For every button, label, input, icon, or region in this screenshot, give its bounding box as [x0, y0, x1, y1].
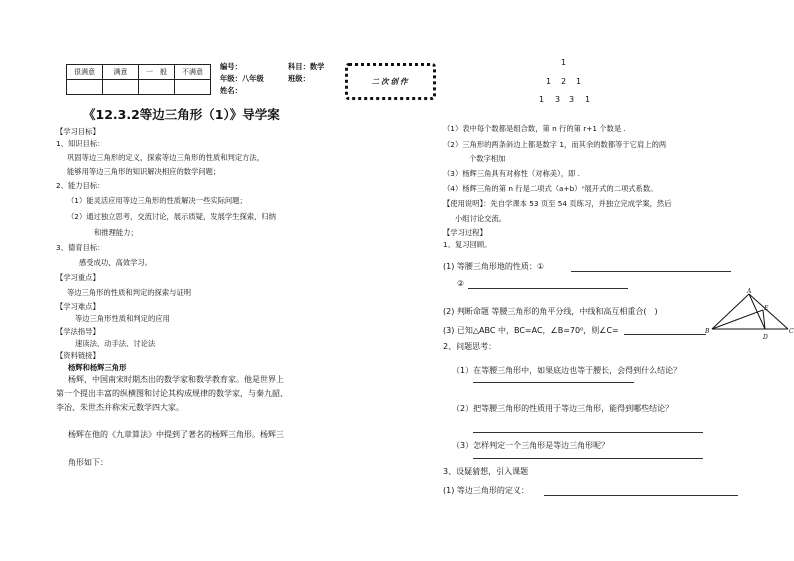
class-label: 班级： [288, 74, 310, 83]
thinking-q2: （2）把等腰三角形的性质用于等边三角形，能得到哪些结论？ [452, 404, 674, 413]
segment-be [712, 310, 763, 329]
pascal-row-3-num: 3 [555, 95, 561, 104]
name-label: 姓名： [220, 86, 242, 95]
section-methods: 【学法指导】 [56, 327, 100, 336]
answer-line[interactable] [624, 334, 706, 335]
label-c: C [789, 328, 794, 335]
rating-very-satisfied[interactable]: 很满意 [67, 65, 103, 80]
side-ac [749, 294, 788, 329]
pascal-row-3-num: 1 [585, 95, 591, 104]
label-b: B [705, 328, 710, 335]
rating-unsatisfied[interactable]: 不满意 [175, 65, 211, 80]
thinking-q1: （1）在等腰三角形中，如果底边也等于腰长，会得到什么结论？ [452, 366, 682, 375]
goal-moral: 3、德育目标： [56, 243, 105, 252]
side-ab [712, 294, 749, 329]
property-1: （1）表中每个数都是组合数，第 n 行的第 r+1 个数是 . [443, 124, 626, 133]
review-q2: (2) 判断命题 等腰三角形的角平分线，中线和高互相重合( ) [443, 307, 658, 316]
rating-satisfied[interactable]: 满意 [103, 65, 139, 80]
label-d: D [763, 334, 768, 341]
answer-line[interactable] [544, 495, 738, 496]
review-q1: (1) 等腰三角形地的性质：① [443, 262, 545, 271]
goal-ability-text: （2）通过独立思考，交流讨论，展示质疑，发展学生探索，归纳 [67, 212, 276, 221]
subject-label: 科目：数学 [288, 62, 325, 71]
thinking-heading: 2、问题思考： [443, 342, 497, 351]
stamp-text: 二次创作 [371, 77, 410, 86]
goal-ability-text: （1）能灵活应用等边三角形的性质解决一些实际问题； [67, 196, 247, 205]
section-goals: 【学习目标】 [56, 127, 100, 136]
segment-ad [749, 294, 765, 329]
section-key-points: 【学习重点】 [56, 273, 100, 282]
answer-line[interactable] [473, 382, 634, 383]
goal-knowledge-text: 巩固等边三角形的定义，探索等边三角形的性质和判定方法， [67, 153, 265, 162]
materials-text: 杨辉，中国南宋时期杰出的数学家和数学教育家。他是世界上 [68, 375, 284, 384]
rating-average[interactable]: 一 般 [139, 65, 175, 80]
section-process: 【学习过程】 [443, 228, 487, 237]
materials-text: 第一个提出丰富的纵横图和讨论其构成规律的数学家，与秦九韶、 [56, 389, 288, 398]
pascal-row-3-num: 3 [569, 95, 575, 104]
usage-note-cont: 小组讨论交流。 [455, 214, 507, 223]
stamp-box [345, 63, 436, 100]
rating-cell[interactable] [67, 80, 103, 95]
rating-cell[interactable] [175, 80, 211, 95]
answer-line[interactable] [468, 288, 628, 289]
answer-line[interactable] [473, 432, 703, 433]
goal-moral-text: 感受成功，高效学习。 [79, 258, 152, 267]
rating-cell[interactable] [139, 80, 175, 95]
property-2: （2）三角形的两条斜边上都是数字 1，而其余的数都等于它肩上的两 [443, 140, 667, 149]
difficulties-text: 等边三角形性质和判定的应用 [75, 314, 170, 323]
property-3: （3）杨辉三角具有对称性（对称美），即 . [443, 169, 580, 178]
conjecture-heading: 3、设疑猜想，引入课题 [443, 467, 529, 476]
materials-text: 杨辉在他的《九章算法》中提到了著名的杨辉三角形。杨辉三 [68, 430, 284, 439]
pascal-row-2-num: 1 [576, 77, 582, 86]
pascal-row-1: 1 [561, 58, 567, 67]
review-heading: 1、复习回顾。 [443, 240, 492, 249]
grade-label: 年级：八年级 [220, 74, 264, 83]
label-a: A [747, 288, 752, 295]
page-title: 《12.3.2等边三角形（1）》导学案 [83, 107, 280, 122]
materials-text: 角形如下： [68, 458, 108, 467]
usage-note: 【使用说明】：先自学课本 53 页至 54 页练习，并独立完成学案，然后 [443, 199, 672, 208]
property-2-cont: 个数字相加 [469, 154, 506, 163]
section-difficulties: 【学习难点】 [56, 302, 100, 311]
definition-q: (1) 等边三角形的定义： [443, 486, 529, 495]
rating-table [66, 64, 211, 95]
review-q1-b: ② [457, 279, 465, 288]
pascal-row-3-num: 1 [539, 95, 545, 104]
triangle-figure [700, 286, 794, 344]
number-label: 编号： [220, 62, 242, 71]
methods-text: 速读法、动手法、讨论法 [75, 339, 156, 348]
materials-title: 杨辉和杨辉三角形 [68, 363, 127, 372]
pascal-row-2-num: 1 [546, 77, 552, 86]
goal-ability: 2、能力目标： [56, 181, 105, 190]
section-materials: 【资料链接】 [56, 351, 100, 360]
answer-line[interactable] [473, 458, 703, 459]
pascal-row-2-num: 2 [561, 77, 567, 86]
goal-knowledge-text: 能够用等边三角形的知识解决相应的数学问题； [67, 167, 221, 176]
rating-cell[interactable] [103, 80, 139, 95]
thinking-q3: （3）怎样判定一个三角形是等边三角形呢？ [452, 441, 610, 450]
materials-text: 李冶、朱世杰并称宋元数学四大家。 [56, 403, 184, 412]
key-points-text: 等边三角形的性质和判定的探索与证明 [67, 288, 192, 297]
goal-knowledge: 1、知识目标： [56, 139, 105, 148]
label-e: E [764, 305, 769, 312]
goal-ability-text: 和推理能力； [94, 228, 138, 237]
answer-line[interactable] [571, 271, 731, 272]
review-q3: (3) 已知△ABC 中，BC=AC，∠B=70⁰，则∠C= [443, 326, 619, 335]
property-4: （4）杨辉三角的第 n 行是二项式（a+b）ⁿ展开式的二项式系数。 [443, 184, 658, 193]
